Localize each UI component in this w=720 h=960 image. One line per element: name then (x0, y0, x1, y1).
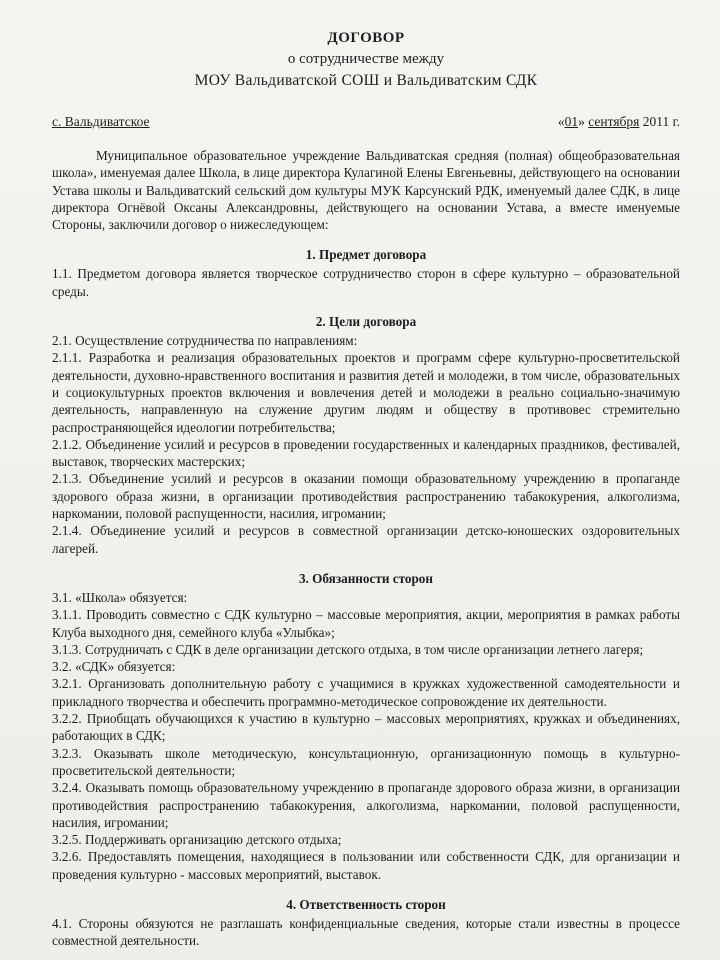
title-block (52, 28, 680, 91)
date-month: сентября (588, 114, 640, 129)
section-heading: 3. Обязанности сторон (298, 570, 434, 586)
clause: 3.1.3. Сотрудничать с СДК в деле организации детского отдыха, в том числе организации летнего лагеря; (52, 641, 644, 657)
section-4 (52, 896, 680, 950)
place-date-row (52, 113, 680, 131)
clause: 3.2.2. Приобщать обучающихся к участию в культурно – массовых мероприятиях, кружках и объединениях, работающих в СДК; (52, 711, 680, 744)
intro-paragraph: Муниципальное образовательное учреждение Вальдиватская средняя (полная) общеобразовательная школа», именуемая далее Школа, в лице директора Кулагиной Елены Евгеньевны, действующего на основании Устава школы и Вальдиватский сельский дом культуры МУК Карсунский РДК, именуемый далее СДК, в лице директора Огнёвой Оксаны Александровны, действующего на основании Устава, а вместе именуемые Стороны, заключили договор о нижеследующем: (52, 148, 680, 233)
place: с. Вальдиватское (52, 114, 150, 129)
clause: 3.1.1. Проводить совместно с СДК культурно – массовые мероприятия, акции, мероприятия в рамках работы Клуба выходного дня, семейного клуба «Улыбка»; (52, 607, 680, 640)
clause: 1.1. Предметом договора является творческое сотрудничество сторон в сфере культурно – образовательной среды. (52, 266, 680, 299)
clause: 2.1.4. Объединение усилий и ресурсов в совместной организации детско-юношеских оздоровительных лагерей. (52, 523, 680, 556)
clause: 3.2.3. Оказывать школе методическую, консультационную, организационную помощь в культурно-просветительской деятельности; (52, 745, 680, 778)
section-heading: 1. Предмет договора (305, 247, 427, 263)
section-1 (52, 246, 680, 300)
clause: 2.1.2. Объединение усилий и ресурсов в проведении государственных и календарных праздников, фестивалей, выставок, творческих мастерских; (52, 436, 680, 470)
clause: 3.2.5. Поддерживать организацию детского отдыха; (52, 832, 342, 848)
date-quote-close: » (578, 114, 585, 129)
clause: 2.1.3. Объединение усилий и ресурсов в оказании помощи образовательному учреждению в пропаганде здорового образа жизни, в организации противодействия распространению табакокурения, алкоголизма, наркомании, половой распущенности, насилия, игромании; (52, 471, 680, 522)
clause: 3.2.1. Организовать дополнительную работу с учащимися в кружках художественной самодеятельности и прикладного творчества и обеспечить программно-методическое сопровождение их деятельности. (52, 676, 680, 709)
document-subtitle: о сотрудничестве между (287, 51, 445, 67)
date-day: 01 (564, 114, 579, 129)
document-parties: МОУ Вальдиватской СОШ и Вальдиватским СДК (194, 72, 538, 89)
contract-date (558, 113, 680, 131)
date-quote-open: « (557, 114, 565, 129)
section-2 (52, 313, 680, 557)
clause: 3.2.6. Предоставлять помещения, находящиеся в пользовании или собственности СДК, для организации и проведения культурно - массовых мероприятий, выставок. (52, 849, 680, 882)
clause: 3.2. «СДК» обязуется: (52, 659, 176, 675)
section-heading: 2. Цели договора (315, 314, 417, 330)
clause: 3.2.4. Оказывать помощь образовательному учреждению в пропаганде здорового образа жизни, в организации противодействия распространению табакокурения, алкоголизма, наркомании, половой распущенности, насилия, игромании; (52, 780, 680, 830)
clause: 4.1. Стороны обязуются не разглашать конфиденциальные сведения, которые стали известны в процессе совместной деятельности. (52, 915, 680, 949)
section-heading: 4. Ответственность сторон (286, 896, 446, 912)
date-year: 2011 г. (642, 114, 680, 129)
clause: 3.1. «Школа» обязуется: (52, 589, 188, 605)
clause: 2.1.1. Разработка и реализация образовательных проектов и программ сфере культурно-просветительской деятельности, духовно-нравственного воспитания и развития детей и молодежи, в том числе, образовательных и социокультурных проектов включения и вовлечения детей и молодежи в реально социально-значимую деятельность, направленную на служение другим людям и обществу в противовес стремительно распространяющейся идеологии потребительства; (52, 350, 680, 435)
clause: 2.1. Осуществление сотрудничества по направлениям: (52, 333, 358, 349)
document-title: ДОГОВОР (327, 30, 405, 46)
section-3 (52, 570, 680, 883)
